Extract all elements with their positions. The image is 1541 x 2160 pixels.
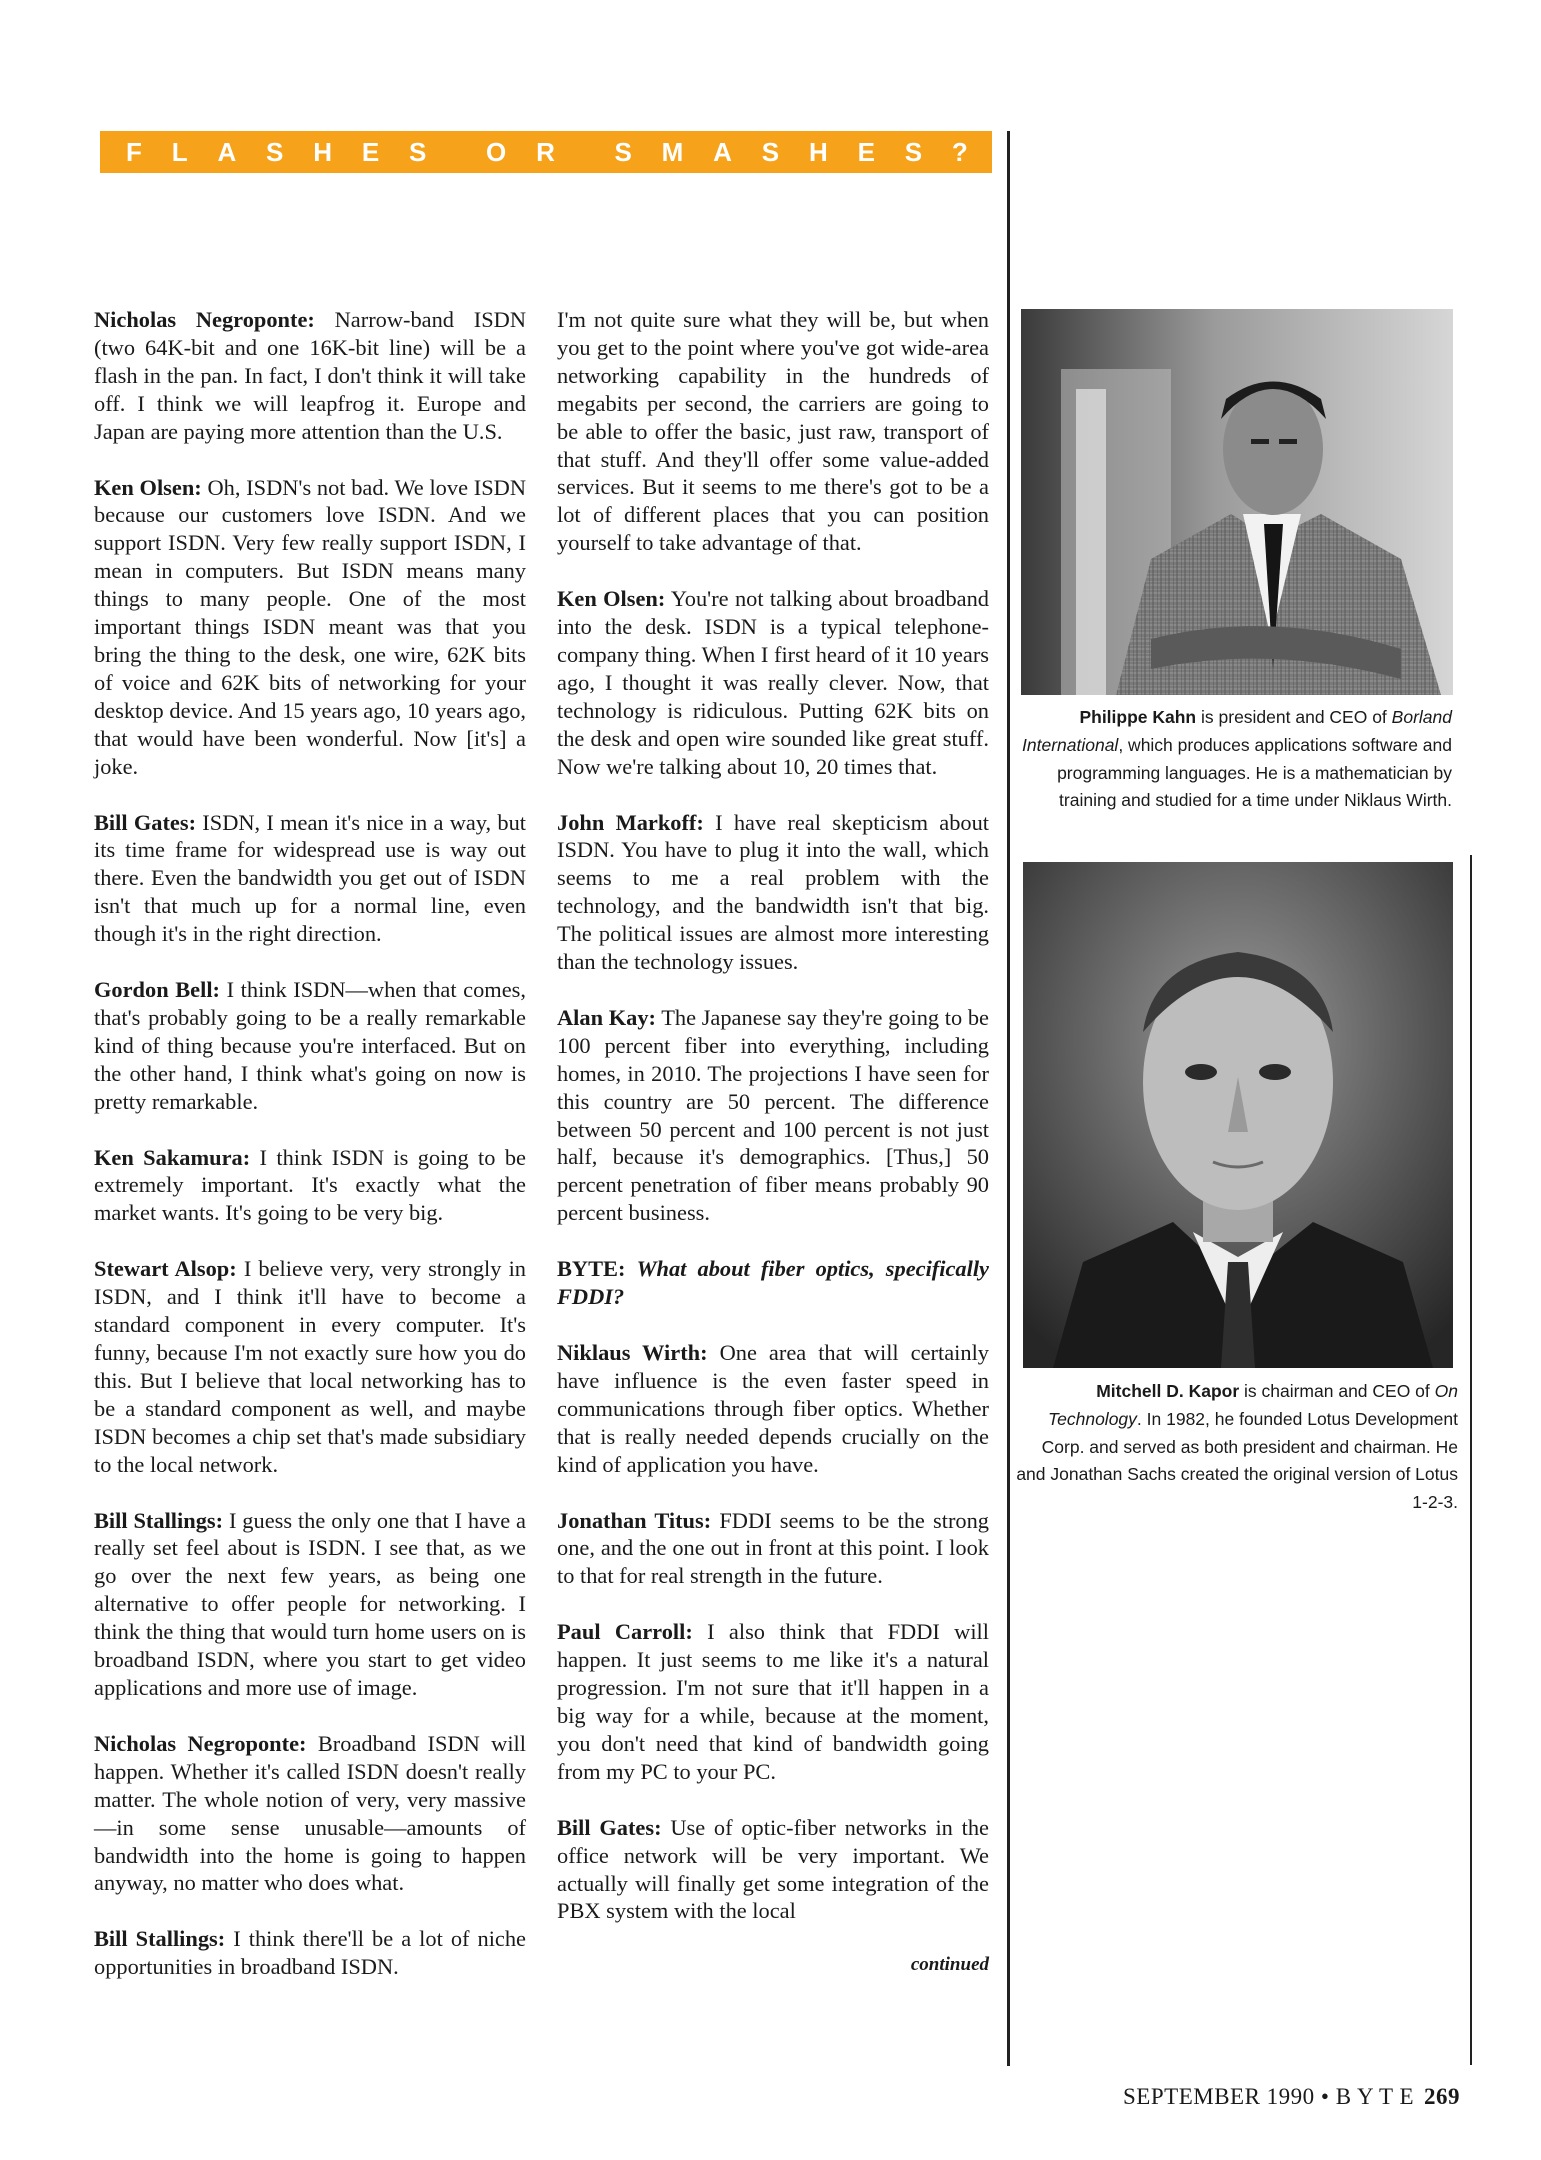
- speaker-name: Paul Carroll:: [557, 1619, 693, 1645]
- speaker-name: Bill Stallings:: [94, 1926, 226, 1952]
- paragraph-text: I think ISDN is going to be extremely important. It's exactly what the market wants. It's going to be very big.: [94, 1144, 526, 1226]
- paragraph-text: One area that will certainly have influence is the even faster speed in communications through fiber optics. Whether that is really needed depends crucially on the kind of application you have.: [557, 1340, 989, 1477]
- interview-paragraph: [94, 474, 526, 781]
- sidebar-rule: [1470, 855, 1472, 2065]
- banner-letter: S: [409, 136, 427, 167]
- speaker-name: Stewart Alsop:: [94, 1256, 237, 1282]
- continued-label: continued: [910, 1954, 989, 1976]
- byte-question: BYTE: What about fiber optics, specifically FDDI?: [557, 1256, 989, 1310]
- section-banner-title: [100, 131, 992, 173]
- paragraph-text: Narrow-band ISDN (two 64K-bit and one 16K-bit line) will be a flash in the pan. In fact, I don't think it will take off. I think we will leapfrog it. Europe and Japan are paying more attention than the U.S.: [94, 307, 526, 444]
- interview-paragraph: [557, 1004, 989, 1227]
- banner-letter: S: [904, 136, 923, 167]
- speaker-name: Bill Gates:: [94, 809, 197, 835]
- interview-paragraph: [557, 1339, 989, 1479]
- paragraph-text: Use of optic-fiber networks in the office network will be very important. We actually will finally get some integration of the PBX system with the local: [557, 1814, 989, 1924]
- speaker-name: Jonathan Titus:: [557, 1507, 712, 1533]
- paragraph-text: I believe very, very strongly in ISDN, and I think it'll have to become a standard component in every computer. It's funny, because I'm not exactly sure how you do this. But I believe that local networking has to be a standard component as well, and maybe ISDN becomes a chip set that's made subsidiary to the local network.: [94, 1256, 526, 1477]
- footer-issue: SEPTEMBER 1990 • B Y T E: [1123, 2084, 1414, 2109]
- interview-paragraph: [94, 1255, 526, 1478]
- interview-paragraph: [557, 585, 989, 780]
- banner-letter: O: [486, 136, 507, 167]
- speaker-name: Niklaus Wirth:: [557, 1340, 708, 1365]
- speaker-name: John Markoff:: [557, 809, 704, 835]
- paragraph-text: ISDN, I mean it's nice in a way, but its time frame for widespread use is way out there. Even the bandwidth you get out of ISDN isn't that much up for a normal line, even though it's in the right direction.: [94, 809, 526, 947]
- caption-mitchell-kapor: Mitchell D. Kapor is chairman and CEO of On Technology. In 1982, he founded Lotus Development Corp. and served as both president and chairman. He and Jonathan Sachs created the original version of Lotus 1-2-3.: [1016, 1381, 1458, 1513]
- paragraph-text: I also think that FDDI will happen. It just seems to me like it's a natural progression. I'm not sure that it'll happen in a big way for a while, because at the moment, you don't need that kind of bandwidth going from my PC to your PC.: [557, 1619, 989, 1784]
- interview-paragraph: [94, 306, 526, 446]
- column-divider: [1007, 131, 1010, 2066]
- paragraph-text: You're not talking about broadband into the desk. ISDN is a typical telephone-company thing. When I first heard of it 10 years ago, I thought it was really clever. Now, that technology is ridiculous. Putting 62K bits on the desk and open wire sounded like great stuff. Now we're talking about 10, 20 times that.: [557, 586, 989, 779]
- banner-letter: A: [713, 136, 732, 167]
- banner-letter: H: [808, 136, 828, 167]
- speaker-name: Ken Sakamura:: [94, 1144, 251, 1170]
- banner-letter: A: [217, 136, 237, 167]
- speaker-name: Alan Kay:: [557, 1004, 656, 1030]
- page-number: 269: [1424, 2084, 1460, 2109]
- caption-philippe-kahn: Philippe Kahn is president and CEO of Borland International, which produces applications software and programming languages. He is a mathematician by training and studied for a time under Niklaus Wirth.: [1022, 707, 1452, 811]
- interview-paragraph: [94, 1925, 526, 1981]
- paragraph-text: I think ISDN—when that comes, that's probably going to be a really remarkable kind of thing because you're interfaced. But on the other hand, I think what's going on now is pretty remarkable.: [94, 977, 526, 1114]
- interview-paragraph: [94, 809, 526, 949]
- banner-letter: S: [761, 136, 780, 167]
- speaker-name: Bill Stallings:: [94, 1507, 224, 1533]
- speaker-name: Gordon Bell:: [94, 977, 221, 1003]
- paragraph-text: The Japanese say they're going to be 100 percent fiber into everything, including homes, in 2010. The projections I have seen for this country are 50 percent. The difference between 50 percent and 100 percent is not just half, because it's demographics. [Thus,] 50 percent penetration of fiber means probably 90 percent business.: [557, 1004, 989, 1226]
- banner-letter: S: [614, 136, 632, 167]
- interview-paragraph: [557, 1618, 989, 1785]
- interview-paragraph: [94, 1507, 526, 1702]
- banner-letter: H: [313, 136, 332, 167]
- interview-paragraph: [94, 1144, 526, 1228]
- paragraph-text: I have real skepticism about ISDN. You have to plug it into the wall, which seems to me a real problem with the technology, and the bandwidth isn't that big. The political issues are almost more interesting than the technology issues.: [557, 809, 990, 975]
- article-column-middle: [557, 306, 989, 1979]
- interview-paragraph: [557, 1507, 989, 1591]
- speaker-name: Nicholas Negroponte:: [94, 1730, 307, 1756]
- banner-letter: F: [126, 136, 142, 167]
- interview-paragraph: [94, 1730, 526, 1897]
- interview-paragraph: [557, 1814, 989, 1926]
- banner-letter: E: [361, 136, 380, 167]
- banner-letter: L: [171, 136, 188, 167]
- page-footer: [1070, 2084, 1460, 2110]
- paragraph-text: I guess the only one that I have a really set feel about is ISDN. I see that, as we go over the next few years, as being one alternative to offer people for networking. I think the thing that would turn home users on is broadband ISDN, where you start to get video applications and more use of image.: [94, 1507, 526, 1700]
- paragraph-text: FDDI seems to be the strong one, and the one out in front at this point. I look to that for real strength in the future.: [557, 1507, 989, 1589]
- continued-paragraph: I'm not quite sure what they will be, but when you get to the point where you've got wide-area networking capability in the hundreds of megabits per second, the carriers are going to be able to offer the basic, just raw, transport of that stuff. And they'll offer some value-added services. But it seems to me there's got to be a lot of different places that you can position yourself to take advantage of that.: [557, 307, 989, 556]
- banner-letter: R: [536, 136, 555, 167]
- photo-mitchell-kapor: [1023, 862, 1453, 1368]
- paragraph-text: Broadband ISDN will happen. Whether it's called ISDN doesn't really matter. The whole notion of very, very massive—in some sense unusable—amounts of bandwidth into the home is going to happen anyway, no matter who does what.: [94, 1730, 526, 1896]
- speaker-name: Nicholas Negroponte:: [94, 307, 315, 332]
- speaker-name: Ken Olsen:: [557, 586, 666, 612]
- banner-letter: ?: [951, 136, 968, 167]
- section-banner: [100, 131, 992, 173]
- banner-letter: S: [266, 136, 284, 167]
- photo-philippe-kahn: [1021, 309, 1453, 695]
- speaker-name: Ken Olsen:: [94, 474, 202, 500]
- speaker-name: Bill Gates:: [557, 1814, 662, 1840]
- interview-paragraph: [557, 809, 989, 976]
- paragraph-text: I think there'll be a lot of niche opportunities in broadband ISDN.: [94, 1926, 526, 1980]
- article-column-left: [94, 306, 526, 2009]
- interview-paragraph: [94, 976, 526, 1116]
- banner-letter: M: [661, 136, 684, 167]
- banner-letter: E: [857, 136, 875, 167]
- paragraph-text: Oh, ISDN's not bad. We love ISDN because our customers love ISDN. And we support ISDN. Very few really support ISDN, I mean in computers. But ISDN means many things to many people. One of the most important things ISDN meant was that you bring the thing to the desk, one wire, 62K bits of voice and 62K bits of networking for your desktop device. And 15 years ago, 10 years ago, that would have been wonderful. Now [it's] a joke.: [94, 474, 526, 779]
